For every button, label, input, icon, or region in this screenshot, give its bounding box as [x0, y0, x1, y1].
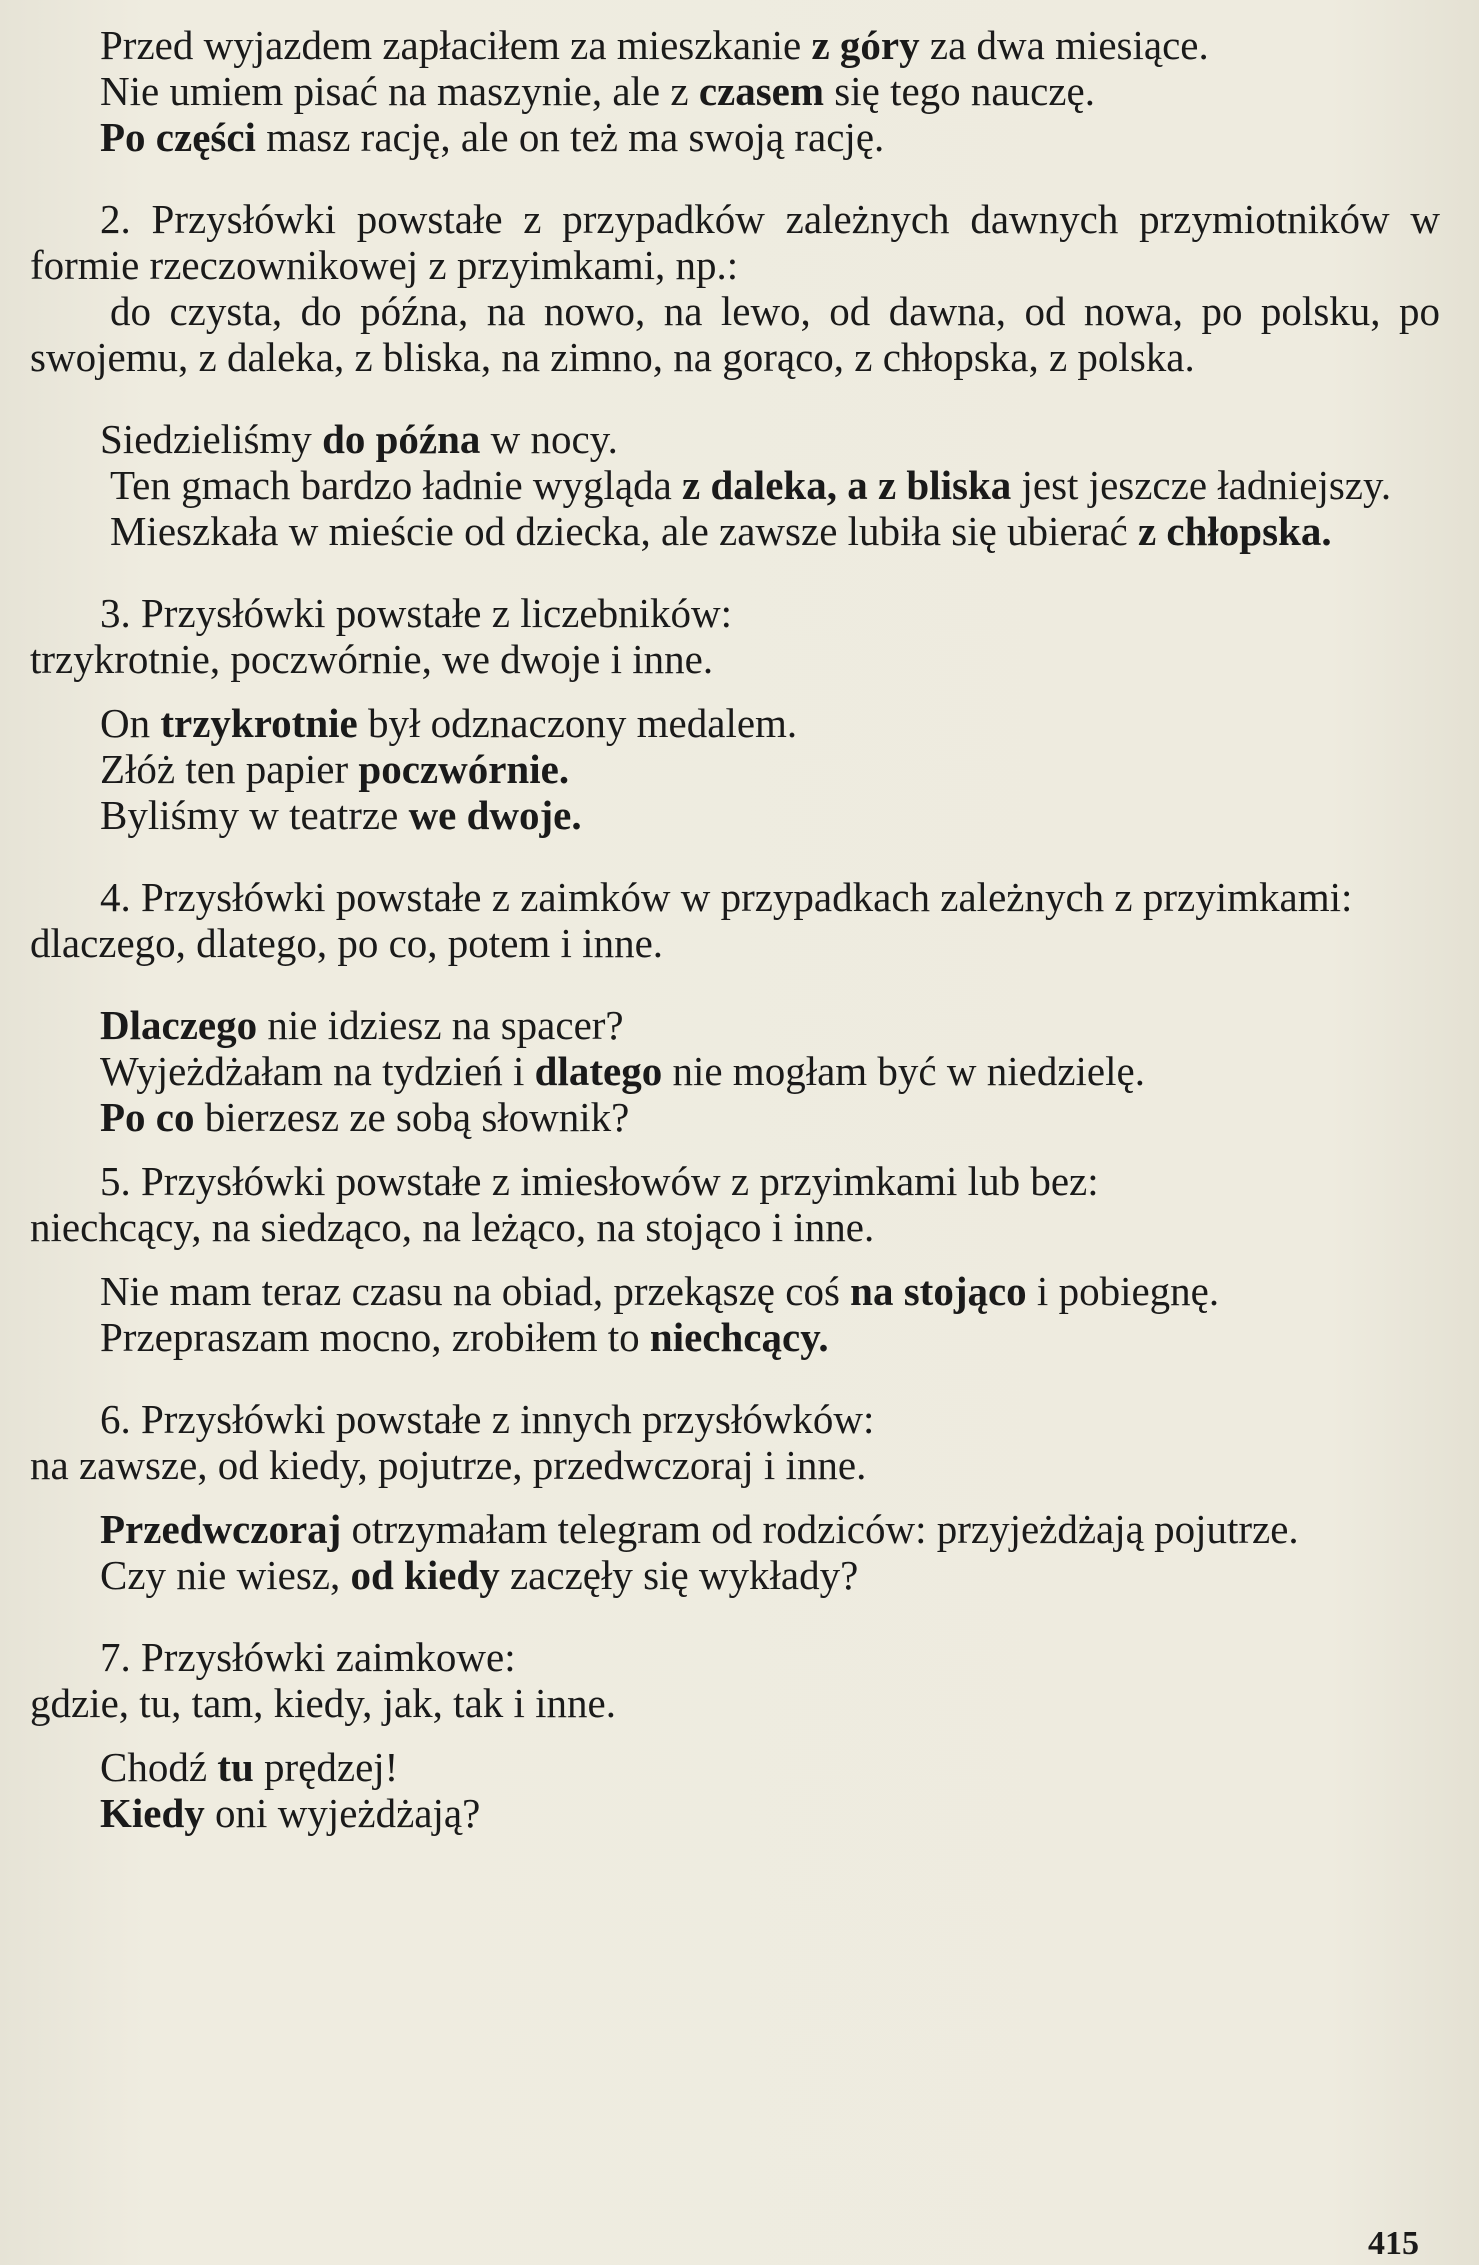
section-5-example-1: Nie mam teraz czasu na obiad, przekąszę coś na stojąco i pobiegnę. [100, 1268, 1220, 1314]
bold-phrase: od kiedy [350, 1552, 500, 1598]
section-3-example-2: Złóż ten papier poczwórnie. [100, 746, 570, 792]
bold-phrase: Przedwczoraj [100, 1506, 342, 1552]
bold-phrase: z daleka, [682, 462, 837, 508]
section-3-example-3: Byliśmy w teatrze we dwoje. [100, 792, 582, 838]
section-4-example-3: Po co bierzesz ze sobą słownik? [100, 1094, 630, 1140]
bold-phrase: trzykrotnie [160, 700, 358, 746]
bold-phrase: Po części [100, 114, 256, 160]
bold-phrase: niechcący. [649, 1314, 829, 1360]
bold-phrase: z chłopska. [1137, 508, 1332, 554]
bold-phrase: Kiedy [100, 1790, 205, 1836]
section-4-word-list: dlaczego, dlatego, po co, potem i inne. [30, 920, 664, 966]
section-2-example-1: Siedzieliśmy do późna w nocy. [100, 416, 618, 462]
bold-phrase: czasem [698, 68, 825, 114]
section-4-example-2: Wyjeżdżałam na tydzień i dlatego nie mogłam być w niedzielę. [100, 1048, 1145, 1094]
section-6-word-list: na zawsze, od kiedy, pojutrze, przedwczoraj i inne. [30, 1442, 867, 1488]
section-3-word-list: trzykrotnie, poczwórnie, we dwoje i inne. [30, 636, 714, 682]
section-2-example-2: Ten gmach bardzo ładnie wygląda z daleka, a z bliska jest jeszcze ładniejszy. [110, 462, 1392, 508]
section-5-example-2: Przepraszam mocno, zrobiłem to niechcący. [100, 1314, 829, 1360]
bold-phrase: z bliska [877, 462, 1012, 508]
bold-phrase: z góry [811, 22, 920, 68]
bold-phrase: we dwoje. [408, 792, 582, 838]
section-6-example-1: Przedwczoraj otrzymałam telegram od rodziców: przyjeżdżają pojutrze. [100, 1506, 1299, 1552]
section-4-heading: 4. Przysłówki powstałe z zaimków w przypadkach zależnych z przyimkami: [100, 874, 1353, 920]
bold-phrase: poczwórnie. [358, 746, 570, 792]
page-number: 415 [1368, 2225, 1419, 2262]
section-3-example-1: On trzykrotnie był odznaczony medalem. [100, 700, 798, 746]
section-4-example-1: Dlaczego nie idziesz na spacer? [100, 1002, 624, 1048]
section-7-example-1: Chodź tu prędzej! [100, 1744, 399, 1790]
section-6-example-2: Czy nie wiesz, od kiedy zaczęły się wykłady? [100, 1552, 859, 1598]
section-2-example-3: Mieszkała w mieście od dziecka, ale zawsze lubiła się ubierać z chłopska. [110, 508, 1332, 554]
bold-phrase: Po co [100, 1094, 195, 1140]
section-7-example-2: Kiedy oni wyjeżdżają? [100, 1790, 481, 1836]
section-7-heading: 7. Przysłówki zaimkowe: [100, 1634, 516, 1680]
section-5-heading: 5. Przysłówki powstałe z imiesłowów z przyimkami lub bez: [100, 1158, 1099, 1204]
intro-sentence-1: Przed wyjazdem zapłaciłem za mieszkanie z góry za dwa miesiące. [100, 22, 1209, 68]
section-6-heading: 6. Przysłówki powstałe z innych przysłówków: [100, 1396, 875, 1442]
bold-phrase: dlatego [534, 1048, 663, 1094]
bold-phrase: na stojąco [850, 1268, 1027, 1314]
bold-phrase: do późna [322, 416, 481, 462]
section-7-word-list: gdzie, tu, tam, kiedy, jak, tak i inne. [30, 1680, 616, 1726]
intro-sentence-2: Nie umiem pisać na maszynie, ale z czasem się tego nauczę. [100, 68, 1095, 114]
bold-phrase: tu [217, 1744, 254, 1790]
section-3-heading: 3. Przysłówki powstałe z liczebników: [100, 590, 732, 636]
section-5-word-list: niechcący, na siedząco, na leżąco, na stojąco i inne. [30, 1204, 875, 1250]
section-2-heading: 2. Przysłówki powstałe z przypadków zależnych dawnych przymiotników w formie rzeczownikowej z przyimkami, np.: [30, 196, 1440, 288]
page-text [30, 22, 1440, 1836]
intro-sentence-3: Po części masz rację, ale on też ma swoją rację. [100, 114, 885, 160]
bold-phrase: Dlaczego [100, 1002, 258, 1048]
section-2-word-list: do czysta, do późna, na nowo, na lewo, od dawna, od nowa, po polsku, po swojemu, z daleka, z bliska, na zimno, na gorąco, z chłopska, z polska. [30, 288, 1440, 380]
